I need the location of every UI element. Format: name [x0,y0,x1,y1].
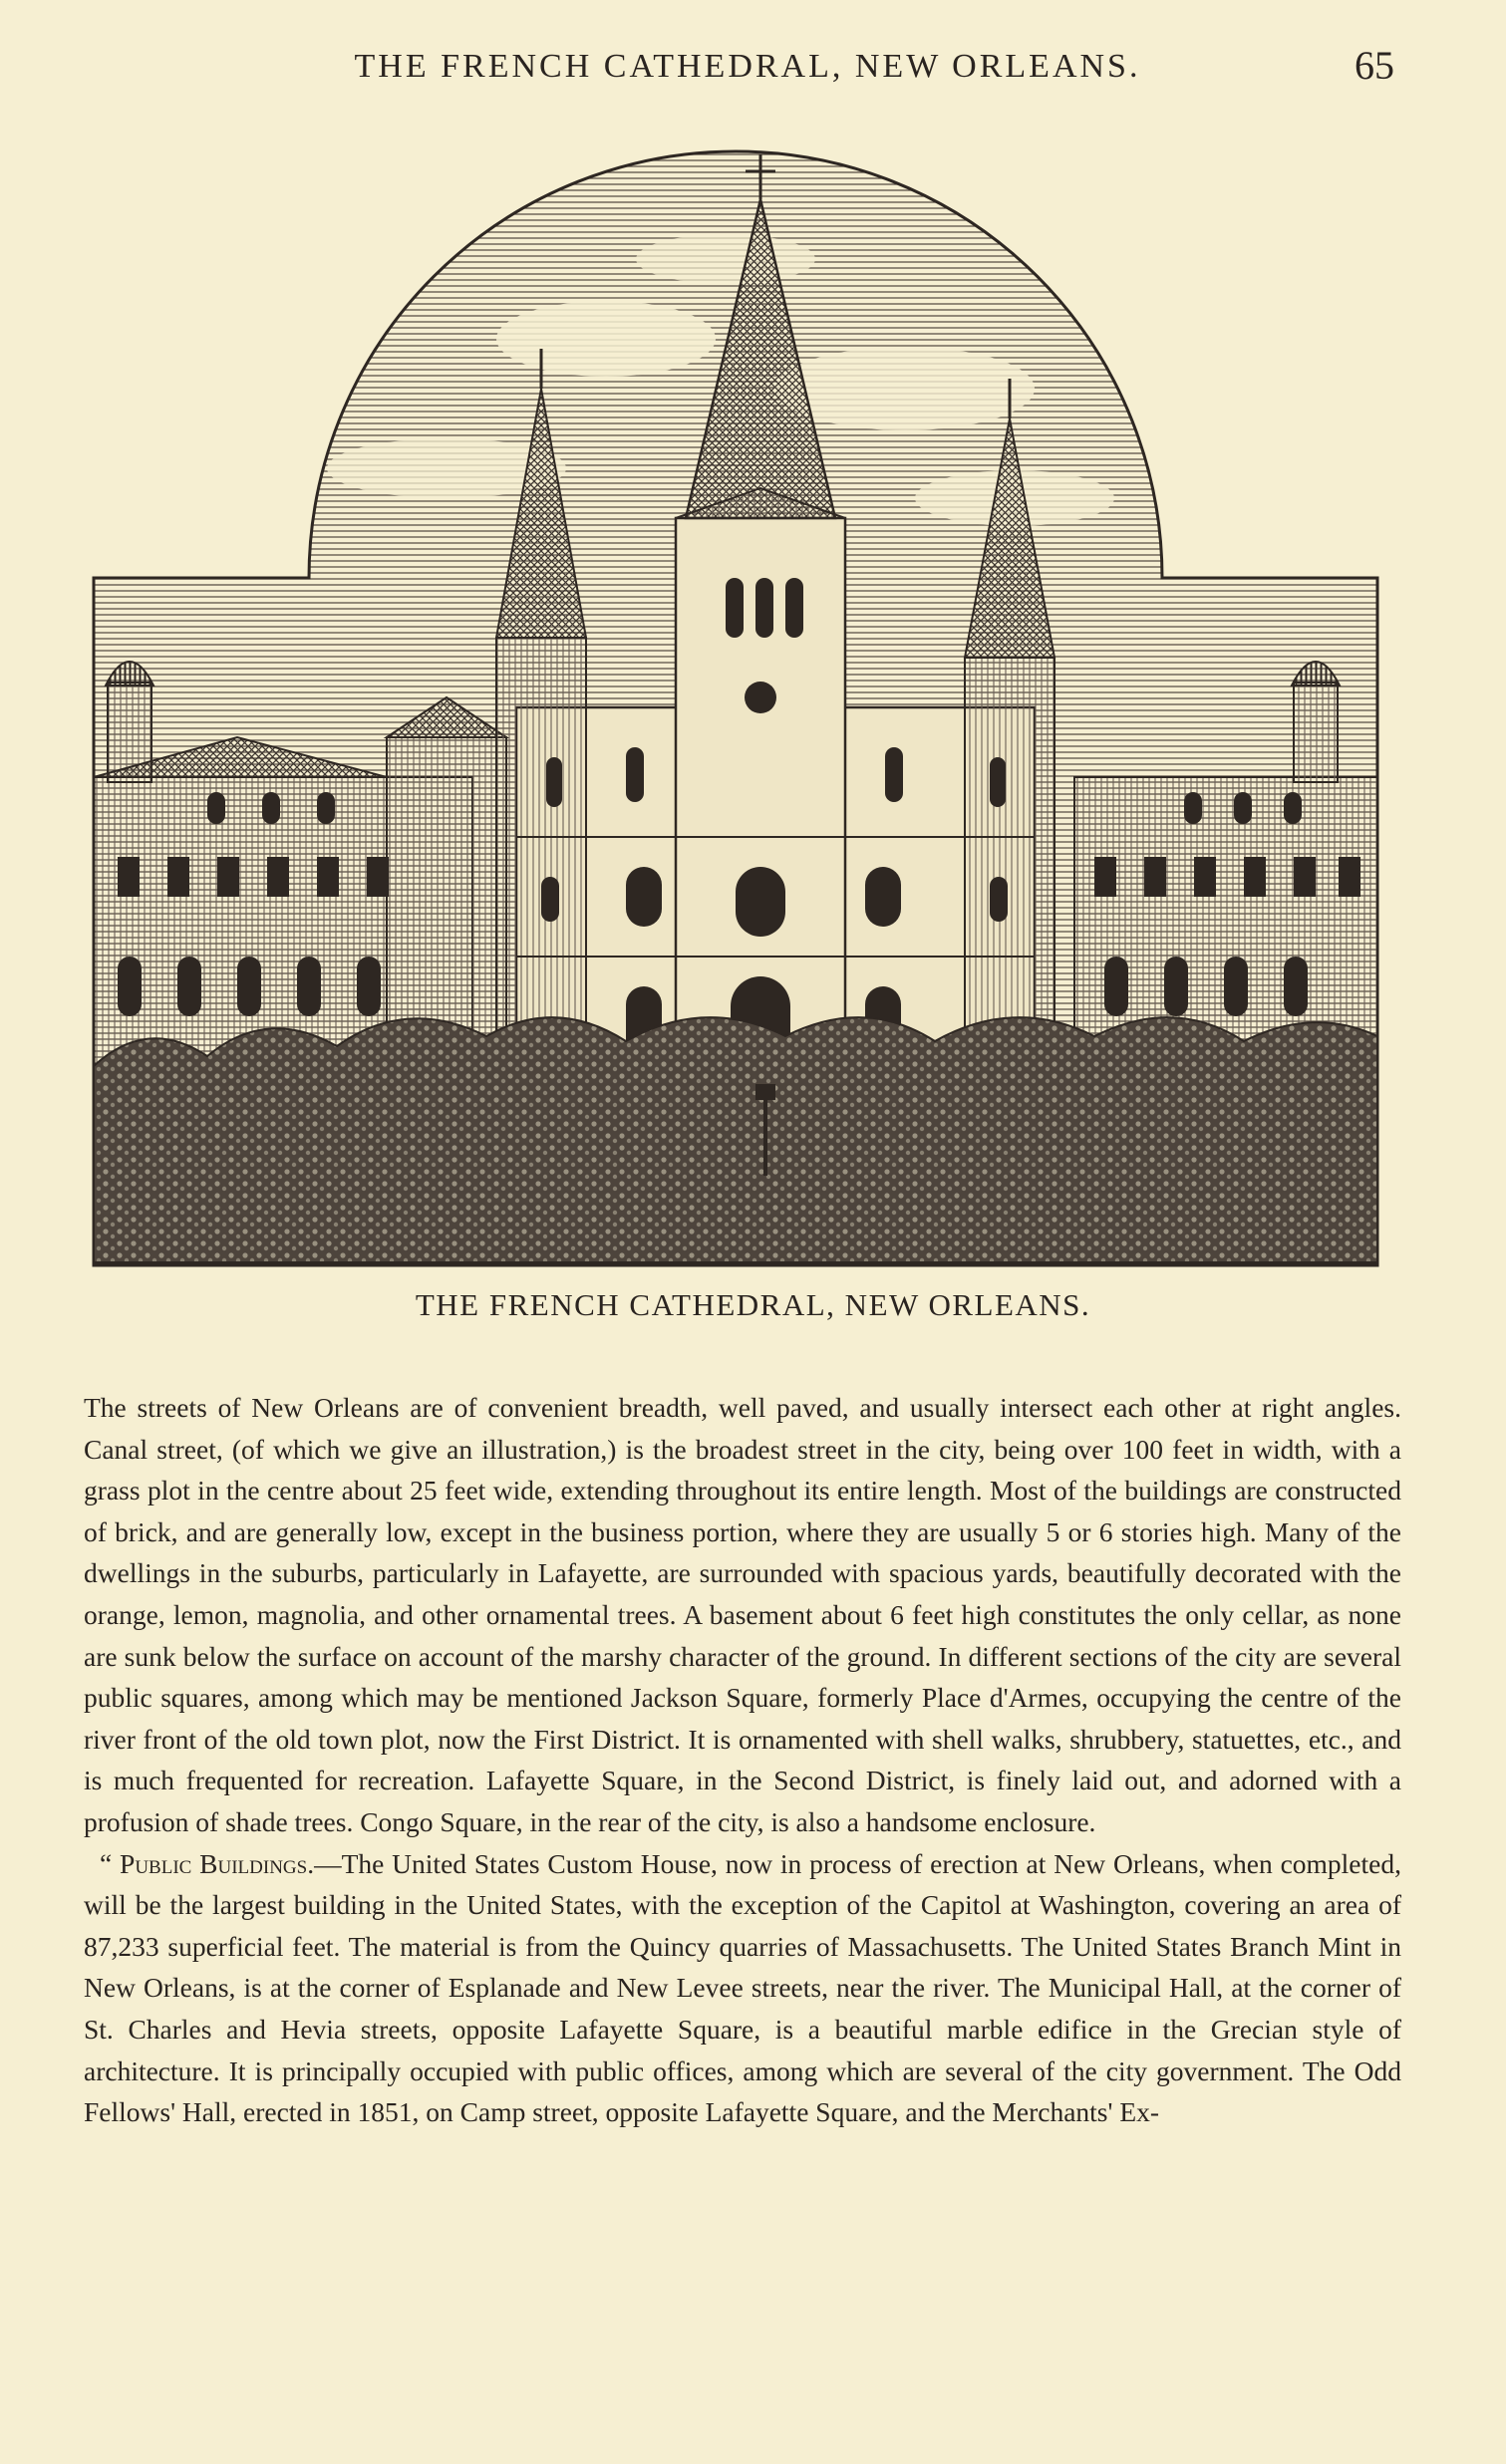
running-head [0,43,1506,88]
illustration-caption: THE FRENCH CATHEDRAL, NEW ORLEANS. [415,1287,1091,1322]
paragraph-streets: The streets of New Orleans are of convenient breadth, well paved, and usually intersect each other at right angles. Canal street, (of which we give an illustration,) is the broadest street in the city, being over 100 feet in width, with a grass plot in the centre about 25 feet wide, extending throughout its entire length. Most of the buildings are constructed of brick, and are generally low, except in the business portion, where they are usually 5 or 6 stories high. Many of the dwellings in the suburbs, particularly in Lafayette, are surrounded with spacious yards, beautifully decorated with the orange, lemon, magnolia, and other ornamental trees. A basement about 6 feet high constitutes the only cellar, as none are sunk below the surface on account of the marshy character of the ground. In different sections of the city are several public squares, among which may be mentioned Jackson Square, formerly Place d'Armes, occupying the centre of the river front of the old town plot, now the First District. It is ornamented with shell walks, shrubbery, statuettes, etc., and is much frequented for recreation. Lafayette Square, in the Second District, is finely laid out, and adorned with a profusion of shade trees. Congo Square, in the rear of the city, is also a handsome enclosure. [84,1392,1401,1837]
opening-quote: “ [100,1847,121,1879]
cathedral-engraving [88,139,1383,1270]
garden-foliage [94,1017,1377,1265]
paragraph-public-buildings [84,1843,1401,2133]
body-text [84,1387,1401,2133]
page-number: 65 [1355,43,1394,88]
section-heading: Public Buildings. [120,1847,315,1879]
running-title: THE FRENCH CATHEDRAL, NEW ORLEANS. [354,48,1141,85]
paragraph-text: —The United States Custom House, now in process of erection at New Orleans, when completed, will be the largest building in the United States, with the exception of the Capitol at Washington, covering an area of 87,233 superficial feet. The material is from the Quincy quarries of Massachusetts. The United States Branch Mint in New Orleans, is at the corner of Esplanade and New Levee streets, near the river. The Municipal Hall, at the corner of St. Charles and Hevia streets, opposite Lafayette Square, is a beautiful marble edifice in the Grecian style of architecture. It is principally occupied with public offices, among which are several of the city government. The Odd Fellows' Hall, erected in 1851, on Camp street, opposite Lafayette Square, and the Merchants' Ex- [84,1847,1401,2128]
